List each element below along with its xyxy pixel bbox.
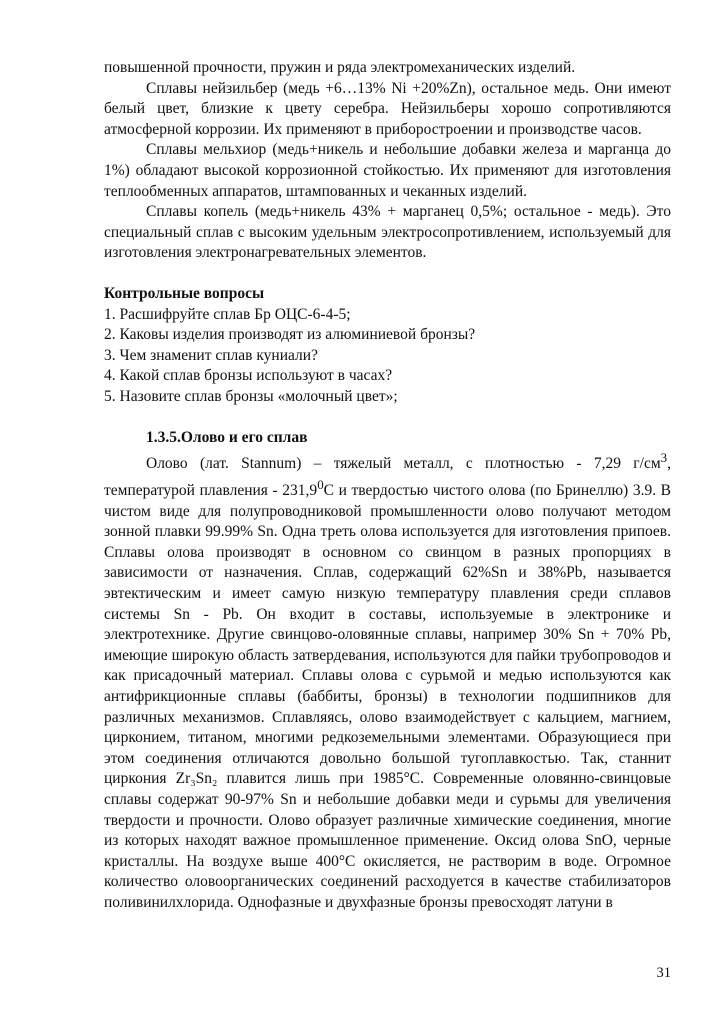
paragraph-tin [104,448,671,913]
question-item: 4. Какой сплав бронзы используют в часах? [104,367,393,385]
question-item: 3. Чем знаменит сплав куниали? [104,346,318,364]
spacer [104,264,671,284]
question-item: 2. Каковы изделия производят из алюминиевой бронзы? [104,326,476,344]
tin-text-part-3: С и твердостью чистого олова (по Бринеллю) 3.9. В чистом виде для полупроводниковой промышленности олово получают методом зонной плавки 99.99% Sn. Одна треть олова используется для изготовления припоев. Сплавы олова производят в основном со свинцом в разных пропорциях в зависимости от назначения. Сплав, содержащий 62%Sn и 38%Pb, называется эвтектическим и имеет самую низкую температуру плавления среди сплавов системы Sn - Pb. Он входит в составы, используемые в электронике и электротехнике. Другие свинцово-оловянные сплавы, например 30% Sn + 70% Pb, имеющие широкую область затвердевания, используются для пайки трубопроводов и как присадочный материал. Сплавы олова с сурьмой и медью используются как антифрикционные сплавы (баббиты, бронзы) в технологии подшипников для различных механизмов. Сплавляясь, олово взаимодействует с кальцием, магнием, цирконием, титаном, многими редкоземельными элементами. Образующиеся при этом соединения отличаются довольно большой тугоплавкостью. Так, станнит циркония Zr₃Sn₂ плавится лишь при 1985°С. Современные оловянно-свинцовые сплавы содержат 90-97% Sn и небольшие добавки меди и сурьмы для увеличения твердости и прочности. Олово образует различные химические соединения, многие из которых находят важное промышленное применение. Оксид олова SnO, черные кристаллы. На воздухе выше 400°С окисляется, не растворим в воде. Огромное количество оловоорганических соединений расходуется в качестве стабилизаторов поливинилхлорида. Однофазные и двухфазные бронзы превосходят латуни в [104,482,672,911]
paragraph-melchior: Сплавы мельхиор (медь+никель и небольшие добавки железа и марганца до 1%) обладают высокой коррозионной стойкостью. Их применяют для изготовления теплообменных аппаратов, штампованных и чеканных изделий. [104,141,671,200]
page-content [104,58,671,913]
tin-text-part-1: Олово (лат. Stannum) – тяжелый металл, с плотностью - 7,29 г/см [146,455,661,473]
section-title: 1.3.5.Олово и его сплав [146,428,308,446]
page-number: 31 [656,965,671,981]
spacer [104,408,671,428]
paragraph-continuation: повышенной прочности, пружин и ряда электромеханических изделий. [104,59,576,76]
superscript-degree: 0 [317,476,324,492]
tin-text-part-2: , температурой плавления - 231,9 [104,455,671,499]
superscript-3: 3 [660,450,668,466]
paragraph-kopel: Сплавы копель (медь+никель 43% + марганец 0,5%; остальное - медь). Это специальный сплав с высоким удельным электросопротивлением, используемый для изготовления электронагревательных элементов. [104,203,671,262]
questions-heading: Контрольные вопросы [104,284,265,302]
question-item: 5. Назовите сплав бронзы «молочный цвет»; [104,387,398,405]
questions-list [104,305,671,408]
question-item: 1. Расшифруйте сплав Бр ОЦС-6-4-5; [104,305,351,323]
paragraph-neusilber: Сплавы нейзильбер (медь +6…13% Ni +20%Zn), остальное медь. Они имеют белый цвет, близкие к цвету серебра. Нейзильберы хорошо сопротивляются атмосферной коррозии. Их применяют в приборостроении и производстве часов. [104,79,671,138]
